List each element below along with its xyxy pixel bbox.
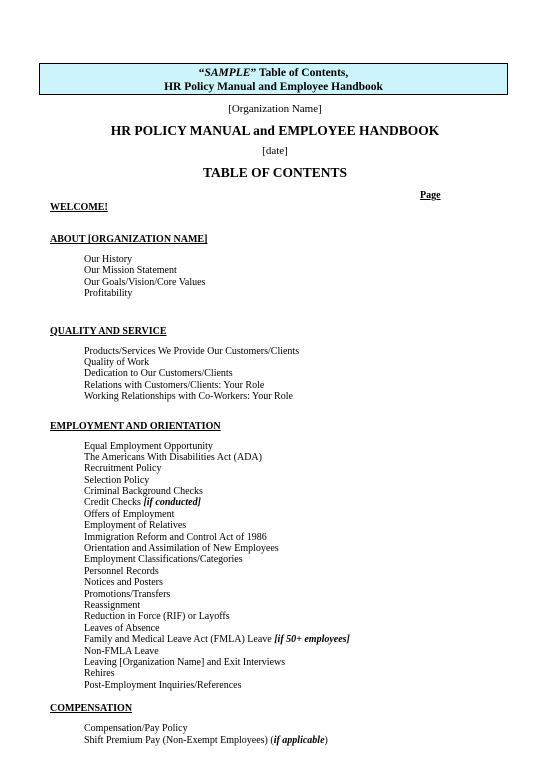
toc-item-text: Immigration Reform and Control Act of 1986 [84,531,267,543]
section-items [50,441,510,692]
section-heading: QUALITY AND SERVICE [50,325,167,337]
toc-item-note: [if conducted] [143,497,201,509]
toc-item [84,623,510,634]
document-date: [date] [262,145,288,157]
toc-item-note: [if 50+ employees] [274,634,350,646]
section-items [50,346,510,403]
toc-item [84,277,510,288]
toc-section [50,326,510,403]
toc-item-text: Equal Employment Opportunity [84,440,213,452]
section-items [50,723,510,746]
toc-item-text: Reduction in Force (RIF) or Layoffs [84,611,230,623]
toc-item [84,357,510,368]
toc-item-text: Relations with Customers/Clients: Your Role [84,379,265,391]
toc-section [50,421,510,692]
section-heading: EMPLOYMENT AND ORIENTATION [50,420,221,432]
toc-item [84,497,510,508]
toc-item-text: Offers of Employment [84,508,175,520]
toc-item-text: Our Goals/Vision/Core Values [84,276,206,288]
toc-item [84,543,510,554]
toc-item [84,680,510,691]
toc-item [84,486,510,497]
toc-item-text: Personnel Records [84,565,159,577]
toc-item [84,288,510,299]
toc-title: TABLE OF CONTENTS [202,165,348,180]
section-heading: ABOUT [ORGANIZATION NAME] [50,234,208,245]
toc-section [50,234,510,300]
toc-item-text: Credit Checks [84,497,144,509]
toc-item-text: Orientation and Assimilation of New Employees [84,543,279,555]
toc-item [84,380,510,391]
section-items [50,254,510,300]
page-column-header: Page [420,190,441,201]
toc-item [84,589,510,600]
section-heading: WELCOME! [50,202,108,213]
toc-item [84,735,510,746]
toc-item-text: Products/Services We Provide Our Customers/Clients [84,345,300,357]
toc-item [84,509,510,520]
toc-item [84,475,510,486]
toc-item-text: Shift Premium Pay (Non-Exempt Employees) ( [84,734,274,746]
sample-banner [39,63,508,95]
toc-item-text: Reassignment [84,599,141,611]
toc-item-text: Recruitment Policy [84,463,162,475]
toc-item [84,520,510,531]
banner-line-2: HR Policy Manual and Employee Handbook [164,81,383,93]
toc-item [84,634,510,645]
toc-item-text: Employment Classifications/Categories [84,554,243,566]
toc-item [84,265,510,276]
toc-item [84,600,510,611]
toc-item-text: Employment of Relatives [84,520,187,532]
toc-item-text: Notices and Posters [84,577,163,589]
toc-section [50,703,510,746]
toc-item-text: Our Mission Statement [84,265,177,277]
toc-item [84,566,510,577]
toc-sections [50,202,510,756]
toc-item [84,391,510,402]
toc-item-text: Quality of Work [84,356,150,368]
toc-item [84,657,510,668]
toc-item-text: Rehires [84,668,115,680]
organization-name: [Organization Name] [228,103,322,115]
toc-item [84,554,510,565]
toc-item-text: Family and Medical Leave Act (FMLA) Leave [84,634,275,646]
toc-item [84,668,510,679]
toc-item-text: Selection Policy [84,474,150,486]
toc-section [50,202,510,214]
toc-item [84,611,510,622]
toc-item-text: Working Relationships with Co-Workers: Your Role [84,391,293,403]
toc-item [84,441,510,452]
toc-item-text: Criminal Background Checks [84,486,203,498]
banner-line-1: “SAMPLE” Table of Contents, [198,67,349,79]
toc-item-text: Dedication to Our Customers/Clients [84,368,233,380]
toc-item-tail: ) [324,734,328,746]
toc-item [84,577,510,588]
toc-item-text: Compensation/Pay Policy [84,723,188,735]
toc-item-text: Leaving [Organization Name] and Exit Interviews [84,656,286,668]
toc-item-note: if applicable [273,734,325,746]
banner-sample-word: SAMPLE [204,67,251,79]
toc-item-text: Non-FMLA Leave [84,645,159,657]
toc-item [84,532,510,543]
toc-item [84,254,510,265]
toc-item [84,463,510,474]
toc-item [84,368,510,379]
toc-item-text: Leaves of Absence [84,622,160,634]
toc-item-text: The Americans With Disabilities Act (ADA) [84,451,262,463]
toc-item-text: Post-Employment Inquiries/References [84,679,242,691]
section-heading: COMPENSATION [50,703,133,715]
document-title: HR POLICY MANUAL and EMPLOYEE HANDBOOK [110,123,440,138]
toc-item [84,646,510,657]
toc-item [84,723,510,734]
toc-item [84,346,510,357]
toc-item-text: Promotions/Transfers [84,588,171,600]
toc-item-text: Profitability [84,288,133,300]
toc-item-text: Our History [84,254,133,265]
toc-item [84,452,510,463]
